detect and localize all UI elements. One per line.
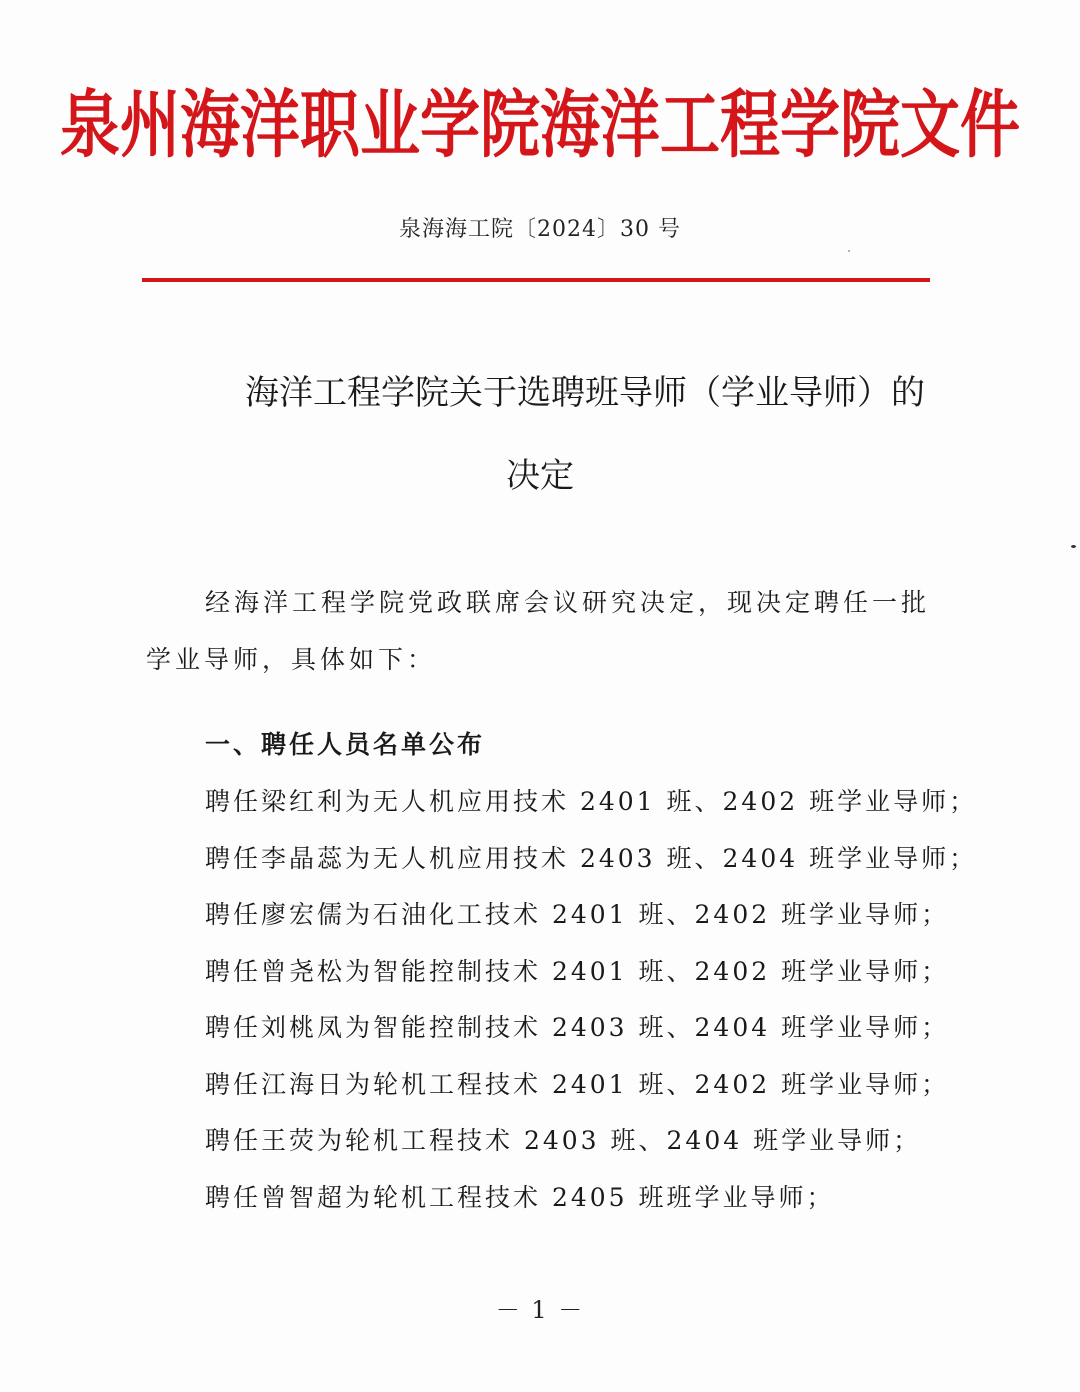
appointment-item: 聘任曾智超为轮机工程技术 2405 班班学业导师； <box>205 1182 835 1212</box>
appointment-item: 聘任廖宏儒为石油化工技术 2401 班、2402 班学业导师； <box>205 900 950 929</box>
appointment-item: 聘任曾尧松为智能控制技术 2401 班、2402 班学业导师； <box>205 956 950 986</box>
section-heading: 一、聘任人员名单公布 <box>205 730 486 759</box>
appointment-item: 聘任王荧为轮机工程技术 2403 班、2404 班学业导师； <box>205 1126 922 1155</box>
scan-speck <box>1071 545 1076 548</box>
document-title-line-1: 海洋工程学院关于选聘班导师（学业导师）的 <box>245 373 925 413</box>
document-number: 泉海海工院〔2024〕30 号 <box>399 217 681 242</box>
appointment-item: 聘任梁红利为无人机应用技术 2401 班、2402 班学业导师； <box>205 787 978 816</box>
page-number: － 1 － <box>495 1296 585 1324</box>
appointment-item: 聘任江海日为轮机工程技术 2401 班、2402 班学业导师； <box>205 1069 950 1099</box>
appointment-list <box>205 782 977 1234</box>
intro-paragraph-line-1: 经海洋工程学院党政联席会议研究决定，现决定聘任一批 <box>205 588 931 617</box>
scan-speck <box>848 250 850 252</box>
intro-paragraph-line-2: 学业导师，具体如下： <box>146 645 437 674</box>
red-divider-line <box>142 278 930 282</box>
issuer-header: 泉州海洋职业学院海洋工程学院文件 <box>60 82 1020 169</box>
appointment-item: 聘任刘桃凤为智能控制技术 2403 班、2404 班学业导师； <box>205 1013 950 1042</box>
appointment-item: 聘任李晶蕊为无人机应用技术 2403 班、2404 班学业导师； <box>205 843 978 873</box>
document-title-line-2: 决定 <box>506 456 574 496</box>
